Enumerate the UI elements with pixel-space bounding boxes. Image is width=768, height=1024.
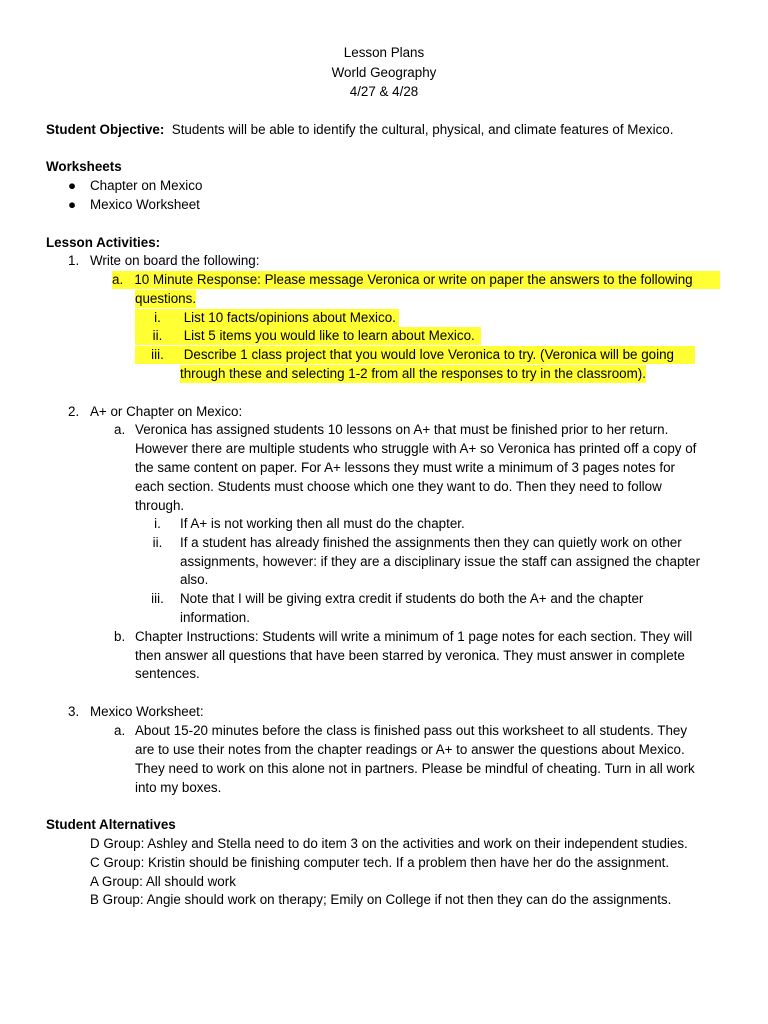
item-text: They need to work on this alone not in partners. Please be mindful of cheating. Turn in all work: [135, 761, 695, 776]
item-text: Veronica has assigned students 10 lessons on A+ that must be finished prior to her return.: [135, 422, 669, 437]
item-marker: iii.: [151, 347, 164, 362]
item-marker: i.: [154, 516, 161, 531]
item-text: through.: [135, 498, 185, 513]
worksheet-item: Chapter on Mexico: [90, 178, 203, 193]
item-marker: b.: [114, 629, 126, 644]
doc-title: Lesson Plans: [343, 45, 425, 60]
worksheets-heading: Worksheets: [46, 159, 122, 174]
alternative-group: A Group: All should work: [90, 874, 236, 889]
bullet-icon: ●: [68, 197, 77, 212]
item-text: List 5 items you would like to learn about Mexico.: [183, 328, 475, 343]
item-text: About 15-20 minutes before the class is finished pass out this worksheet to all students. They: [135, 723, 688, 738]
item-marker: a.: [114, 422, 126, 437]
objective-label: Student Objective:: [46, 122, 165, 137]
alternative-group: B Group: Angie should work on therapy; Emily on College if not then they can do the assignments.: [90, 892, 672, 907]
item-marker: a.: [112, 272, 124, 287]
doc-dates: 4/27 & 4/28: [349, 84, 419, 99]
highlighted-line: [112, 271, 720, 289]
item-text: information.: [180, 610, 250, 625]
item-text: List 10 facts/opinions about Mexico.: [183, 310, 396, 325]
item-text: A+ or Chapter on Mexico:: [90, 404, 243, 419]
item-text: However there are multiple students who struggle with A+ so Veronica has printed off a copy of: [135, 441, 697, 456]
activities-heading: Lesson Activities:: [46, 235, 161, 250]
alternative-group: C Group: Kristin should be finishing computer tech. If a problem then have her do the assignment.: [90, 855, 670, 870]
item-text: Chapter Instructions: Students will write a minimum of 1 page notes for each section. They will: [135, 629, 693, 644]
item-text: also.: [180, 572, 209, 587]
item-text: If a student has already finished the assignments then they can quietly work on other: [180, 535, 682, 550]
item-marker: a.: [114, 723, 126, 738]
item-marker: ii.: [152, 328, 163, 343]
item-marker: iii.: [151, 591, 164, 606]
alternative-group: D Group: Ashley and Stella need to do item 3 on the activities and work on their independent studies.: [90, 836, 688, 851]
item-text: Describe 1 class project that you would love Veronica to try. (Veronica will be going: [183, 347, 674, 362]
item-text: then answer all questions that have been starred by veronica. They must answer in complete: [135, 648, 685, 663]
item-marker: i.: [154, 310, 161, 325]
item-text: If A+ is not working then all must do the chapter.: [180, 516, 465, 531]
item-text: Mexico Worksheet:: [90, 704, 204, 719]
item-text: the same content on paper. For A+ lessons they must write a minimum of 3 pages notes for: [135, 460, 675, 475]
worksheet-item: Mexico Worksheet: [90, 197, 200, 212]
item-text: Write on board the following:: [90, 253, 260, 268]
objective-text: Students will be able to identify the cultural, physical, and climate features of Mexico.: [171, 122, 674, 137]
item-number: 1.: [68, 253, 80, 268]
alternatives-heading: Student Alternatives: [46, 817, 176, 832]
highlighted-line: [135, 327, 481, 345]
objective-line: [46, 121, 673, 139]
item-text: each section. Students must choose which one they want to do. Then they need to follow: [135, 479, 662, 494]
highlighted-line: through these and selecting 1-2 from all the responses to try in the classroom).: [180, 366, 646, 381]
item-text: 10 Minute Response: Please message Veronica or write on paper the answers to the following: [134, 272, 693, 287]
item-text: are to use their notes from the chapter readings or A+ to answer the questions about Mexico.: [135, 742, 685, 757]
highlighted-line: [135, 346, 695, 364]
highlighted-line: questions.: [135, 291, 197, 306]
item-marker: ii.: [152, 535, 163, 550]
item-number: 3.: [68, 704, 80, 719]
bullet-icon: ●: [68, 178, 77, 193]
doc-subject: World Geography: [331, 65, 437, 80]
item-text: sentences.: [135, 666, 200, 681]
item-number: 2.: [68, 404, 80, 419]
item-text: assignments, however: if they are a disciplinary issue the staff can assigned the chapter: [180, 554, 701, 569]
highlighted-line: [135, 309, 399, 327]
item-text: into my boxes.: [135, 780, 222, 795]
item-text: Note that I will be giving extra credit if students do both the A+ and the chapter: [180, 591, 644, 606]
